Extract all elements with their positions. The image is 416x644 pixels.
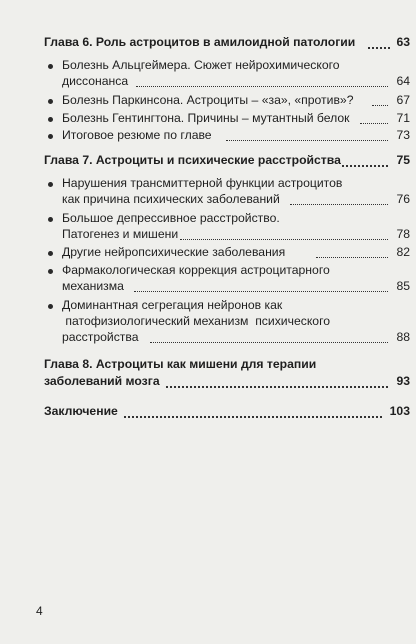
leader-dots — [180, 239, 388, 240]
toc-item-label: Большое депрессивное расстройство. — [62, 211, 280, 225]
leader-dots — [360, 123, 388, 124]
toc-item-label: механизма — [62, 279, 124, 293]
toc-item-label: Другие нейропсихические заболевания — [62, 245, 286, 259]
bullet-icon — [48, 217, 53, 222]
toc-item-page: 88 — [396, 330, 410, 344]
leader-dots — [372, 105, 388, 106]
toc-item-page: 78 — [396, 227, 410, 241]
toc-item-page: 64 — [396, 74, 410, 88]
chapter-8-title-continued: заболеваний мозга — [44, 374, 160, 388]
bullet-icon — [48, 64, 53, 69]
bullet-icon — [48, 304, 53, 309]
toc-item-page: 76 — [396, 192, 410, 206]
chapter-8-page: 93 — [396, 374, 410, 388]
toc-item-label: Нарушения трансмиттерной функции астроцитов — [62, 176, 343, 190]
leader-dots — [226, 140, 388, 141]
chapter-6-title: Глава 6. Роль астроцитов в амилоидной патологии — [44, 35, 356, 49]
conclusion-page: 103 — [389, 404, 410, 418]
leader-dots — [342, 165, 388, 167]
chapter-8-title: Глава 8. Астроциты как мишени для терапии — [44, 357, 317, 371]
toc-item-page: 85 — [396, 279, 410, 293]
toc-item-page: 71 — [396, 111, 410, 125]
leader-dots — [134, 291, 388, 292]
leader-dots — [368, 47, 390, 49]
leader-dots — [124, 416, 382, 418]
toc-item-label: Итоговое резюме по главе — [62, 128, 212, 142]
page-number: 4 — [36, 604, 43, 618]
toc-item-label: Болезнь Паркинсона. Астроциты – «за», «против»? — [62, 93, 354, 107]
leader-dots — [166, 386, 388, 388]
leader-dots — [136, 86, 388, 87]
chapter-6-page: 63 — [396, 35, 410, 49]
toc-item-label: Болезнь Гентингтона. Причины – мутантный белок — [62, 111, 350, 125]
conclusion-title: Заключение — [44, 404, 118, 418]
toc-item-label: патофизиологический механизм психического — [62, 314, 331, 328]
toc-item-page: 82 — [396, 245, 410, 259]
toc-item-label: диссонанса — [62, 74, 129, 88]
toc-item-label: расстройства — [62, 330, 139, 344]
bullet-icon — [48, 99, 53, 104]
toc-item-label: Патогенез и мишени — [62, 227, 179, 241]
bullet-icon — [48, 269, 53, 274]
bullet-icon — [48, 251, 53, 256]
bullet-icon — [48, 182, 53, 187]
leader-dots — [290, 204, 388, 205]
toc-item-page: 73 — [396, 128, 410, 142]
chapter-7-page: 75 — [396, 153, 410, 167]
chapter-7-title: Глава 7. Астроциты и психические расстройства — [44, 153, 341, 167]
toc-item-page: 67 — [396, 93, 410, 107]
toc-item-label: Фармакологическая коррекция астроцитарного — [62, 263, 330, 277]
toc-item-label: Доминантная сегрегация нейронов как — [62, 298, 283, 312]
bullet-icon — [48, 117, 53, 122]
toc-item-label: Болезнь Альцгеймера. Сюжет нейрохимического — [62, 58, 340, 72]
leader-dots — [316, 257, 388, 258]
bullet-icon — [48, 134, 53, 139]
toc-item-label: как причина психических заболеваний — [62, 192, 280, 206]
leader-dots — [150, 342, 388, 343]
